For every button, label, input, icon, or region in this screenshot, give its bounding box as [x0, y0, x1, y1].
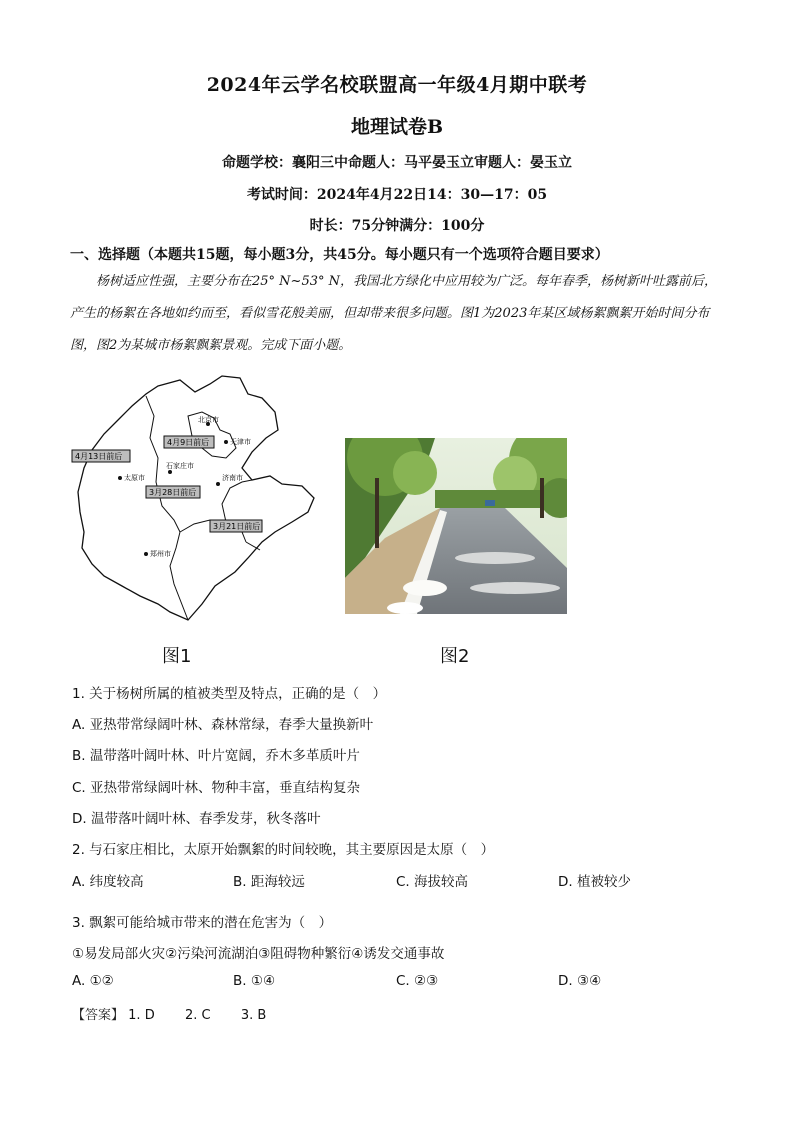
svg-text:4月9日前后: 4月9日前后 — [167, 438, 210, 447]
city-point-tianjin — [224, 440, 228, 444]
passage-text: 杨树适应性强，主要分布在25° N~53° N，我国北方绿化中应用较为广泛。每年春季，杨树新叶吐露前后，产生的杨絮在各地如约而至，看似雪花般美丽，但却带来很多问题。图1为2023年某区域杨絮飘絮开始时间分布图，图2为某城市杨絮飘絮景观。完成下面小题。 — [70, 274, 717, 353]
date-box-apr9 — [164, 436, 214, 448]
city-label-beijing: 北京市 — [198, 416, 219, 424]
question-2-stem: 2. 与石家庄相比，太原开始飘絮的时间较晚，其主要原因是太原（ ） — [72, 842, 495, 858]
question-3-option-b[interactable]: B. ①④ — [233, 973, 276, 989]
question-2-option-d[interactable]: D. 植被较少 — [558, 874, 631, 890]
question-2-option-c[interactable]: C. 海拔较高 — [396, 874, 469, 890]
svg-text:3月28日前后: 3月28日前后 — [149, 488, 197, 497]
question-1-stem: 1. 关于杨树所属的植被类型及特点，正确的是（ ） — [72, 686, 387, 702]
question-1-option-b[interactable]: B. 温带落叶阔叶林、叶片宽阔，乔木多革质叶片 — [72, 748, 360, 764]
svg-text:3月21日前后: 3月21日前后 — [213, 522, 261, 531]
date-box-mar21 — [210, 520, 262, 532]
exam-subtitle: 地理试卷B — [350, 116, 444, 138]
question-1-option-a[interactable]: A. 亚热带常绿阔叶林、森林常绿，春季大量换新叶 — [72, 717, 374, 733]
figure1-map — [70, 372, 320, 630]
question-1-option-d[interactable]: D. 温带落叶阔叶林、春季发芽，秋冬落叶 — [72, 811, 321, 827]
figure1-label: 图1 — [162, 646, 192, 667]
question-3-option-d[interactable]: D. ③④ — [558, 973, 602, 989]
answer-tag: 【答案】 — [72, 1008, 125, 1023]
city-label-taiyuan: 太原市 — [124, 474, 145, 482]
exam-time: 考试时间：2024年4月22日14：30—17：05 — [246, 187, 548, 203]
city-point-shijiazhuang — [168, 470, 172, 474]
figure2-label: 图2 — [440, 646, 470, 667]
answer-line — [72, 1004, 266, 1023]
answer-item-3: 3. B — [240, 1008, 267, 1023]
date-box-apr13 — [72, 450, 130, 462]
city-label-zhengzhou: 郑州市 — [150, 550, 171, 558]
city-point-jinan — [216, 482, 220, 486]
exam-duration: 时长：75分钟满分：100分 — [309, 218, 485, 234]
question-3-stem: 3. 飘絮可能给城市带来的潜在危害为（ ） — [72, 915, 333, 931]
exam-authors: 命题学校：襄阳三中命题人：马平晏玉立审题人：晏玉立 — [222, 155, 572, 171]
section-heading: 一、选择题（本题共15题，每小题3分，共45分。每小题只有一个选项符合题目要求） — [70, 247, 609, 263]
city-point-taiyuan — [118, 476, 122, 480]
question-2-option-b[interactable]: B. 距海较远 — [233, 874, 305, 890]
city-label-shijiazhuang: 石家庄市 — [166, 462, 194, 470]
question-3-option-a[interactable]: A. ①② — [72, 973, 114, 989]
question-3-option-c[interactable]: C. ②③ — [396, 973, 439, 989]
answer-item-1: 1. D — [128, 1008, 155, 1023]
city-label-tianjin: 天津市 — [230, 438, 251, 446]
question-1-option-c[interactable]: C. 亚热带常绿阔叶林、物种丰富，垂直结构复杂 — [72, 780, 361, 796]
exam-title: 2024年云学名校联盟高一年级4月期中联考 — [206, 74, 588, 96]
city-label-jinan: 济南市 — [222, 474, 243, 482]
city-point-zhengzhou — [144, 552, 148, 556]
date-box-mar28 — [146, 486, 200, 498]
question-2-option-a[interactable]: A. 纬度较高 — [72, 874, 144, 890]
svg-text:4月13日前后: 4月13日前后 — [75, 452, 123, 461]
question-3-statements: ①易发局部火灾②污染河流湖泊③阻碍物种繁衍④诱发交通事故 — [72, 946, 445, 962]
answer-item-2: 2. C — [184, 1008, 211, 1023]
figure2-photo — [345, 438, 567, 614]
